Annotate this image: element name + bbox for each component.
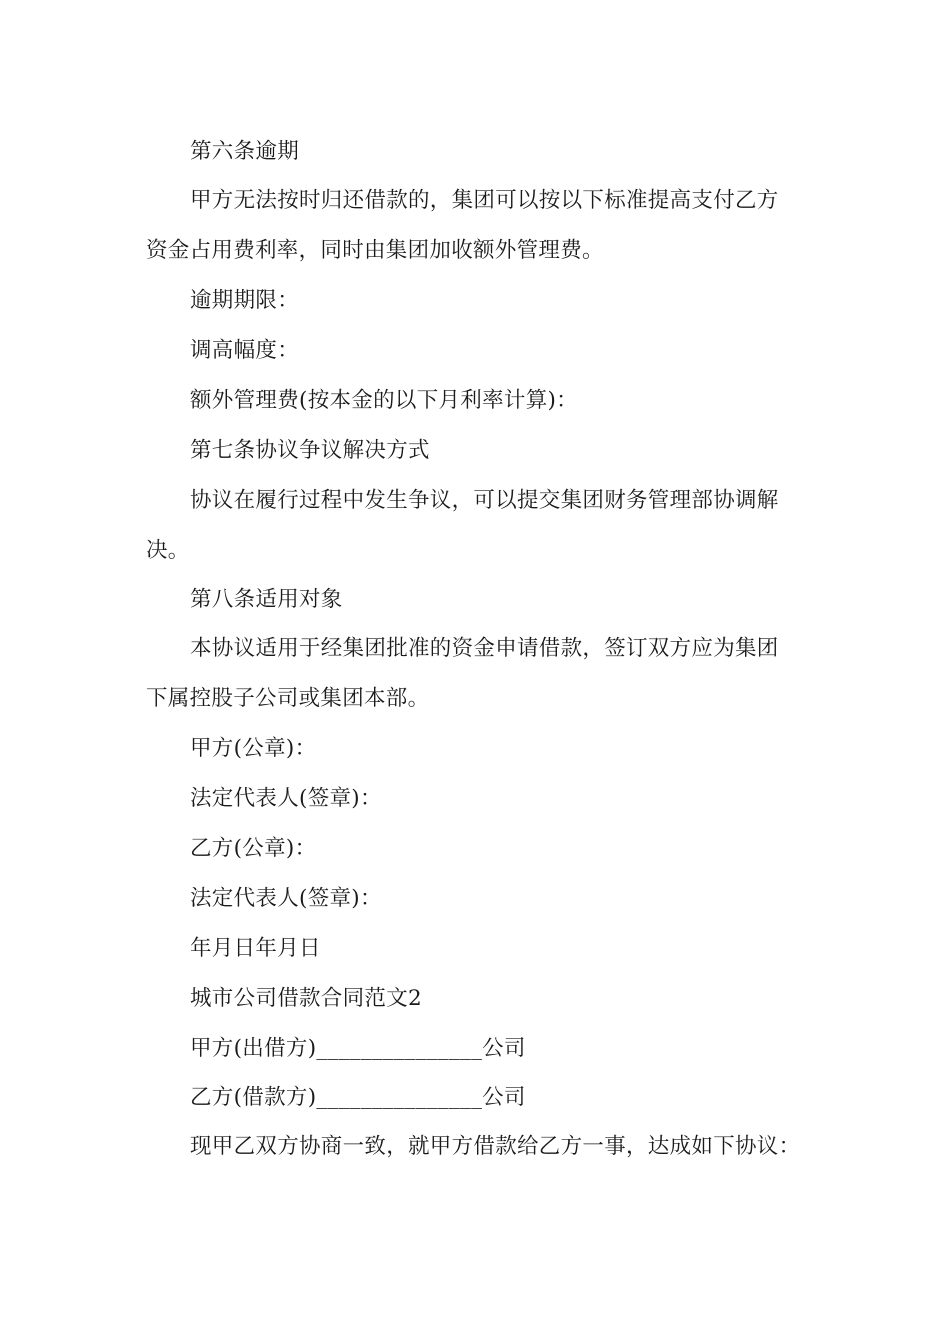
article-8-paragraph-line-1: 本协议适用于经集团批准的资金申请借款，签订双方应为集团 xyxy=(190,636,779,661)
article-7-paragraph-line-1: 协议在履行过程中发生争议，可以提交集团财务管理部协调解 xyxy=(190,488,779,513)
article-6-paragraph-line-1: 甲方无法按时归还借款的，集团可以按以下标准提高支付乙方 xyxy=(190,188,779,213)
date-line: 年月日年月日 xyxy=(190,936,321,961)
agreement-intro-line: 现甲乙双方协商一致，就甲方借款给乙方一事，达成如下协议： xyxy=(190,1134,801,1159)
party-a-seal-label: 甲方(公章)： xyxy=(190,736,317,761)
article-7-heading: 第七条协议争议解决方式 xyxy=(190,438,430,463)
borrower-line: 乙方(借款方)_______________公司 xyxy=(190,1085,526,1110)
lender-line: 甲方(出借方)_______________公司 xyxy=(190,1036,526,1061)
party-b-representative-label: 法定代表人(签章)： xyxy=(190,886,382,911)
article-7-paragraph-line-2: 决。 xyxy=(146,538,190,563)
article-8-heading: 第八条适用对象 xyxy=(190,587,343,612)
party-a-representative-label: 法定代表人(签章)： xyxy=(190,786,382,811)
rate-increase-label: 调高幅度： xyxy=(190,338,300,363)
second-contract-title: 城市公司借款合同范文2 xyxy=(190,986,422,1011)
article-6-paragraph-line-2: 资金占用费利率，同时由集团加收额外管理费。 xyxy=(146,238,604,263)
party-b-seal-label: 乙方(公章)： xyxy=(190,836,317,861)
overdue-period-label: 逾期期限： xyxy=(190,288,300,313)
article-8-paragraph-line-2: 下属控股子公司或集团本部。 xyxy=(146,686,430,711)
article-6-heading: 第六条逾期 xyxy=(190,139,300,164)
extra-fee-label: 额外管理费(按本金的以下月利率计算)： xyxy=(190,388,578,413)
